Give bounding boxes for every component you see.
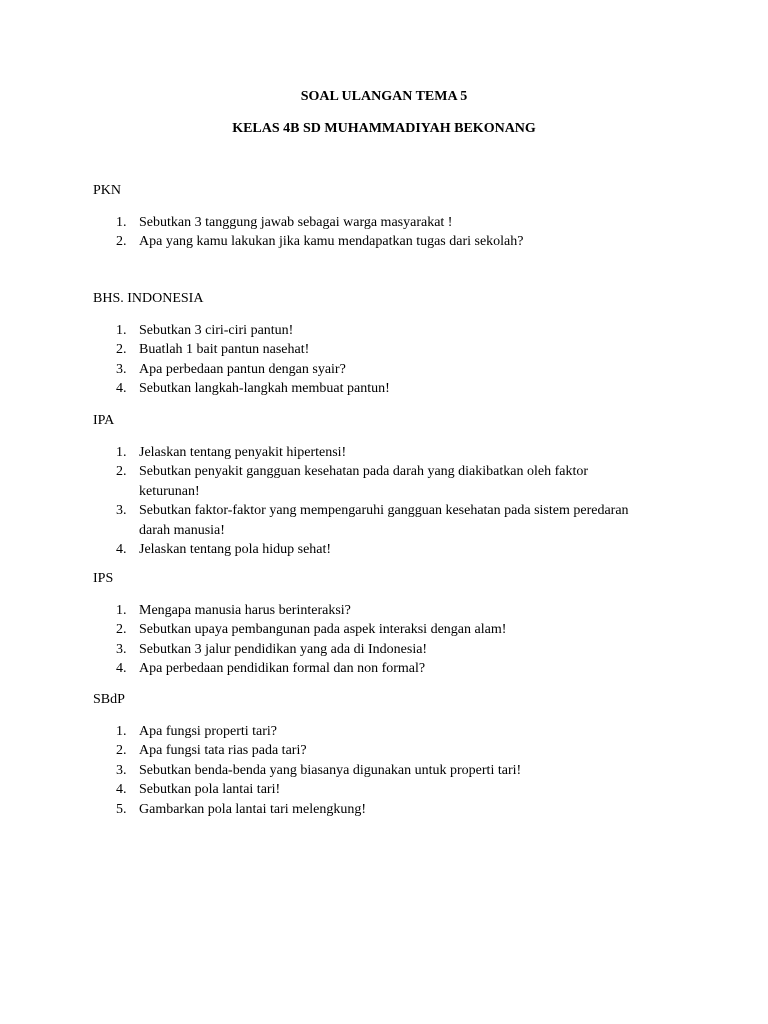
section-heading: IPA — [93, 413, 115, 428]
question-item — [93, 462, 639, 501]
question-item — [93, 540, 639, 560]
question-text: Apa fungsi tata rias pada tari? — [139, 743, 307, 758]
question-list — [93, 601, 693, 679]
question-text: Jelaskan tentang penyakit hipertensi! — [139, 444, 347, 460]
question-number: 5. — [116, 801, 127, 817]
question-item — [93, 443, 639, 463]
section-heading: IPS — [93, 571, 114, 586]
question-number: 1. — [116, 602, 127, 618]
question-item — [93, 340, 639, 360]
section-sbdp — [93, 690, 693, 819]
question-item — [93, 659, 639, 679]
question-item — [93, 213, 639, 233]
question-text: Sebutkan 3 tanggung jawab sebagai warga masyarakat ! — [139, 214, 453, 230]
question-text: Apa perbedaan pantun dengan syair? — [139, 361, 346, 377]
question-list — [93, 443, 693, 560]
question-text: Sebutkan faktor-faktor yang mempengaruhi gangguan kesehatan pada sistem peredaran darah manusia! — [139, 503, 629, 538]
question-number: 4. — [116, 542, 127, 557]
question-item — [93, 321, 639, 341]
question-text: Mengapa manusia harus berinteraksi? — [139, 602, 351, 618]
document-title: SOAL ULANGAN TEMA 5 — [300, 89, 468, 104]
question-number: 1. — [116, 214, 127, 230]
question-text: Sebutkan upaya pembangunan pada aspek interaksi dengan alam! — [139, 622, 507, 637]
question-number: 4. — [116, 661, 127, 676]
question-item — [93, 501, 639, 540]
question-item — [93, 722, 639, 742]
question-item — [93, 601, 639, 621]
question-text: Sebutkan benda-benda yang biasanya digunakan untuk properti tari! — [139, 762, 522, 778]
question-number: 2. — [116, 743, 127, 758]
question-list — [93, 321, 693, 399]
question-text: Apa yang kamu lakukan jika kamu mendapatkan tugas dari sekolah? — [139, 234, 524, 249]
question-number: 2. — [116, 234, 127, 249]
question-list — [93, 213, 693, 252]
question-text: Sebutkan langkah-langkah membuat pantun! — [139, 381, 390, 396]
question-number: 4. — [116, 782, 127, 797]
question-text: Jelaskan tentang pola hidup sehat! — [139, 542, 332, 557]
question-text: Sebutkan 3 ciri-ciri pantun! — [139, 322, 294, 338]
question-item — [93, 761, 639, 781]
question-number: 2. — [116, 464, 127, 479]
question-text: Buatlah 1 bait pantun nasehat! — [139, 342, 310, 357]
question-text: Sebutkan pola lantai tari! — [139, 782, 281, 797]
question-item — [93, 379, 639, 399]
question-text: Sebutkan 3 jalur pendidikan yang ada di Indonesia! — [139, 641, 428, 657]
section-heading: PKN — [93, 183, 122, 198]
question-item — [93, 360, 639, 380]
question-number: 2. — [116, 622, 127, 637]
question-number: 1. — [116, 444, 127, 460]
section-ips — [93, 569, 693, 679]
question-number: 2. — [116, 342, 127, 357]
question-text: Sebutkan penyakit gangguan kesehatan pada darah yang diakibatkan oleh faktor keturunan! — [139, 464, 589, 499]
section-heading: SBdP — [93, 692, 125, 707]
question-number: 3. — [116, 503, 127, 518]
question-number: 3. — [116, 641, 127, 657]
question-item — [93, 232, 639, 252]
question-item — [93, 780, 639, 800]
section-bahasa-indonesia — [93, 289, 693, 399]
question-text: Gambarkan pola lantai tari melengkung! — [139, 801, 367, 817]
section-pkn — [93, 181, 693, 252]
section-ipa — [93, 411, 693, 560]
section-heading: BHS. INDONESIA — [93, 291, 204, 306]
document-subtitle: KELAS 4B SD MUHAMMADIYAH BEKONANG — [232, 121, 536, 136]
question-item — [93, 800, 639, 820]
question-item — [93, 640, 639, 660]
question-list — [93, 722, 693, 820]
question-number: 4. — [116, 381, 127, 396]
question-item — [93, 620, 639, 640]
question-number: 3. — [116, 361, 127, 377]
question-item — [93, 741, 639, 761]
question-text: Apa perbedaan pendidikan formal dan non formal? — [139, 661, 426, 676]
question-text: Apa fungsi properti tari? — [139, 723, 278, 739]
question-number: 1. — [116, 322, 127, 338]
question-number: 3. — [116, 762, 127, 778]
question-number: 1. — [116, 723, 127, 739]
